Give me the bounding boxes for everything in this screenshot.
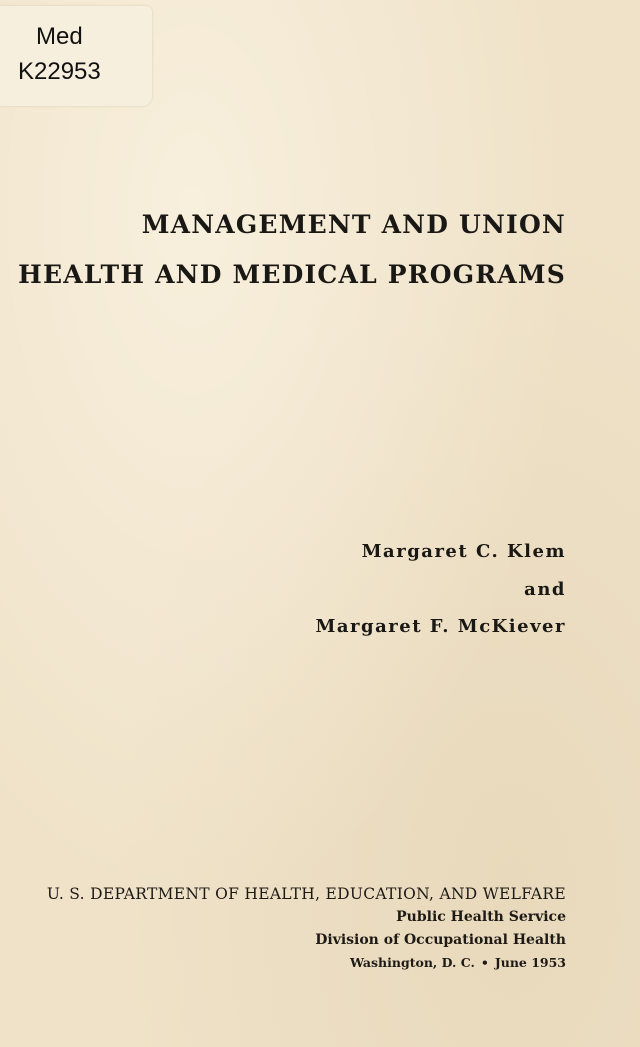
publisher-service: Public Health Service: [396, 909, 566, 925]
label-collection: Med: [36, 23, 83, 50]
publication-imprint: [350, 955, 566, 970]
publisher-division: Division of Occupational Health: [315, 932, 566, 948]
publication-place: Washington, D. C.: [349, 955, 475, 970]
document-title-line-2: HEALTH AND MEDICAL PROGRAMS: [18, 260, 566, 289]
author-second: Margaret F. McKiever: [315, 616, 566, 637]
publication-date: June 1953: [494, 955, 566, 970]
author-first: Margaret C. Klem: [361, 541, 566, 562]
publisher-department: U. S. DEPARTMENT OF HEALTH, EDUCATION, AND WELFARE: [46, 885, 566, 903]
document-title-line-1: MANAGEMENT AND UNION: [141, 210, 566, 239]
imprint-separator: •: [480, 955, 489, 970]
library-call-number-label: [0, 6, 152, 106]
author-connector: and: [524, 579, 566, 600]
label-call-number: K22953: [18, 58, 101, 85]
